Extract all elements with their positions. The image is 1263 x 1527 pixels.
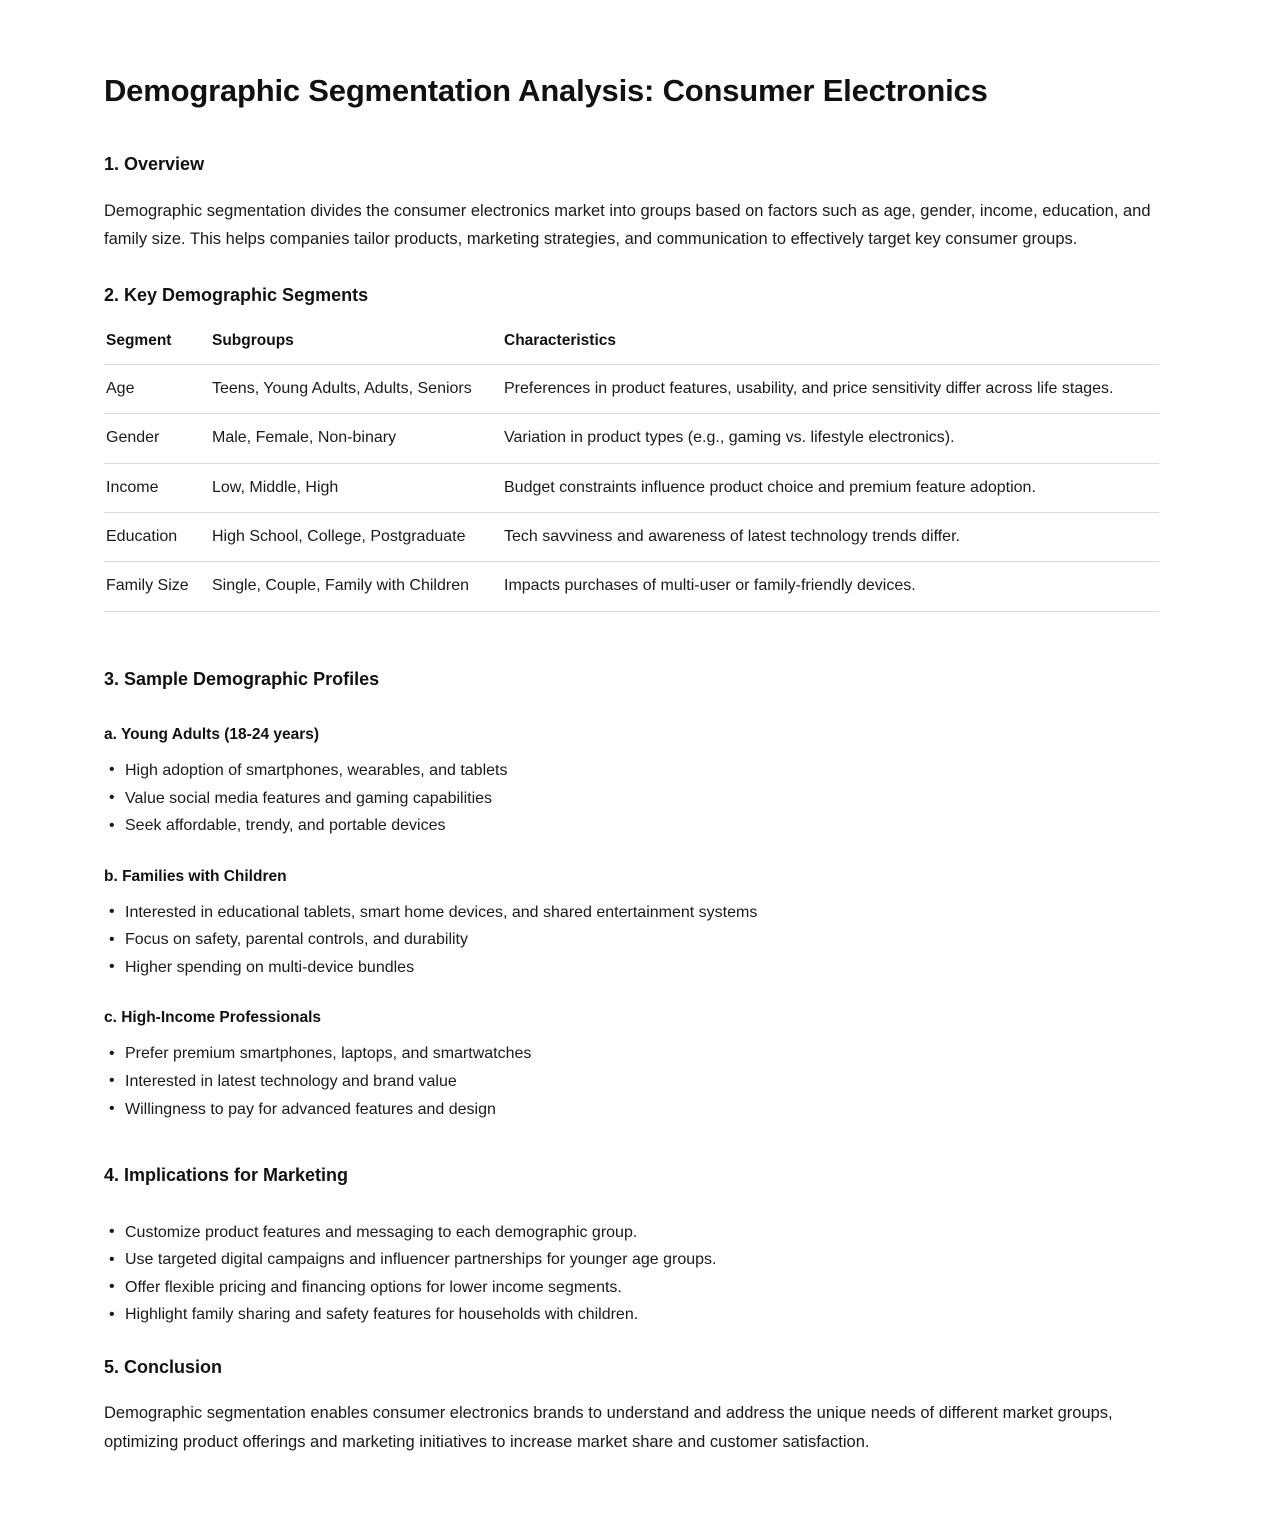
list-item: • Use targeted digital campaigns and influencer partnerships for younger age groups. — [104, 1249, 1159, 1271]
section-heading-overview: 1. Overview — [104, 154, 205, 175]
cell-subgroups: High School, College, Postgraduate — [210, 512, 502, 561]
cell-characteristics: Variation in product types (e.g., gaming vs. lifestyle electronics). — [502, 414, 1159, 463]
section-overview — [104, 153, 1159, 254]
cell-subgroups: Male, Female, Non-binary — [210, 414, 502, 463]
cell-segment: Income — [104, 463, 210, 512]
list-item: • Seek affordable, trendy, and portable devices — [104, 815, 1159, 837]
list-item: • Prefer premium smartphones, laptops, and smartwatches — [104, 1043, 1159, 1065]
cell-segment: Age — [104, 364, 210, 413]
overview-paragraph: Demographic segmentation divides the consumer electronics market into groups based on factors such as age, gender, income, education, and family size. This helps companies tailor products, marketing strategies, and communication to effectively target key consumer groups. — [104, 201, 1151, 249]
cell-subgroups: Low, Middle, High — [210, 463, 502, 512]
profile-bullet-list — [104, 1043, 1159, 1120]
section-key-demographic-segments — [104, 284, 1159, 611]
table-row — [104, 414, 1159, 463]
table-row — [104, 364, 1159, 413]
demographic-segments-table — [104, 328, 1159, 612]
profile-group-families-with-children — [104, 867, 1159, 979]
section-conclusion — [104, 1356, 1159, 1457]
section-heading-segments: 2. Key Demographic Segments — [104, 285, 369, 306]
list-item: • Value social media features and gaming capabilities — [104, 788, 1159, 810]
profile-title: a. Young Adults (18-24 years) — [104, 726, 320, 744]
conclusion-paragraph: Demographic segmentation enables consumer electronics brands to understand and address the unique needs of different market groups, optimizing product offerings and marketing initiatives to increase market share and customer satisfaction. — [104, 1404, 1113, 1452]
cell-characteristics: Impacts purchases of multi-user or family-friendly devices. — [502, 562, 1159, 611]
cell-characteristics: Budget constraints influence product choice and premium feature adoption. — [502, 463, 1159, 512]
implications-bullet-list — [104, 1222, 1159, 1326]
spacer — [104, 711, 1159, 725]
list-item: • Highlight family sharing and safety features for households with children. — [104, 1304, 1159, 1326]
list-item: • Interested in educational tablets, smart home devices, and shared entertainment systems — [104, 902, 1159, 924]
section-heading-implications: 4. Implications for Marketing — [104, 1165, 349, 1186]
list-item: • Focus on safety, parental controls, and durability — [104, 929, 1159, 951]
column-header-characteristics: Characteristics — [502, 328, 1159, 365]
cell-subgroups: Single, Couple, Family with Children — [210, 562, 502, 611]
cell-characteristics: Tech savviness and awareness of latest technology trends differ. — [502, 512, 1159, 561]
profile-title: c. High-Income Professionals — [104, 1009, 322, 1027]
list-item: • High adoption of smartphones, wearables, and tablets — [104, 760, 1159, 782]
cell-segment: Gender — [104, 414, 210, 463]
list-item: • Interested in latest technology and brand value — [104, 1071, 1159, 1093]
profile-bullet-list — [104, 902, 1159, 979]
cell-segment: Family Size — [104, 562, 210, 611]
cell-characteristics: Preferences in product features, usability, and price sensitivity differ across life stages. — [502, 364, 1159, 413]
table-row — [104, 562, 1159, 611]
spacer — [104, 1150, 1159, 1164]
section-heading-profiles: 3. Sample Demographic Profiles — [104, 668, 380, 689]
spacer — [104, 1208, 1159, 1222]
list-item: • Higher spending on multi-device bundles — [104, 957, 1159, 979]
cell-subgroups: Teens, Young Adults, Adults, Seniors — [210, 364, 502, 413]
list-item: • Willingness to pay for advanced features and design — [104, 1099, 1159, 1121]
profile-bullet-list — [104, 760, 1159, 837]
table-row — [104, 512, 1159, 561]
list-item: • Customize product features and messaging to each demographic group. — [104, 1222, 1159, 1244]
profile-title: b. Families with Children — [104, 867, 287, 885]
column-header-segment: Segment — [104, 328, 210, 365]
table-row — [104, 463, 1159, 512]
page-title: Demographic Segmentation Analysis: Consumer Electronics — [104, 73, 988, 108]
section-sample-demographic-profiles — [104, 668, 1159, 1121]
table-header-row — [104, 328, 1159, 365]
section-heading-conclusion: 5. Conclusion — [104, 1356, 223, 1377]
column-header-subgroups: Subgroups — [210, 328, 502, 365]
list-item: • Offer flexible pricing and financing options for lower income segments. — [104, 1277, 1159, 1299]
section-implications-for-marketing — [104, 1164, 1159, 1326]
cell-segment: Education — [104, 512, 210, 561]
profile-group-high-income-professionals — [104, 1008, 1159, 1120]
spacer — [104, 642, 1159, 668]
profile-group-young-adults — [104, 725, 1159, 837]
